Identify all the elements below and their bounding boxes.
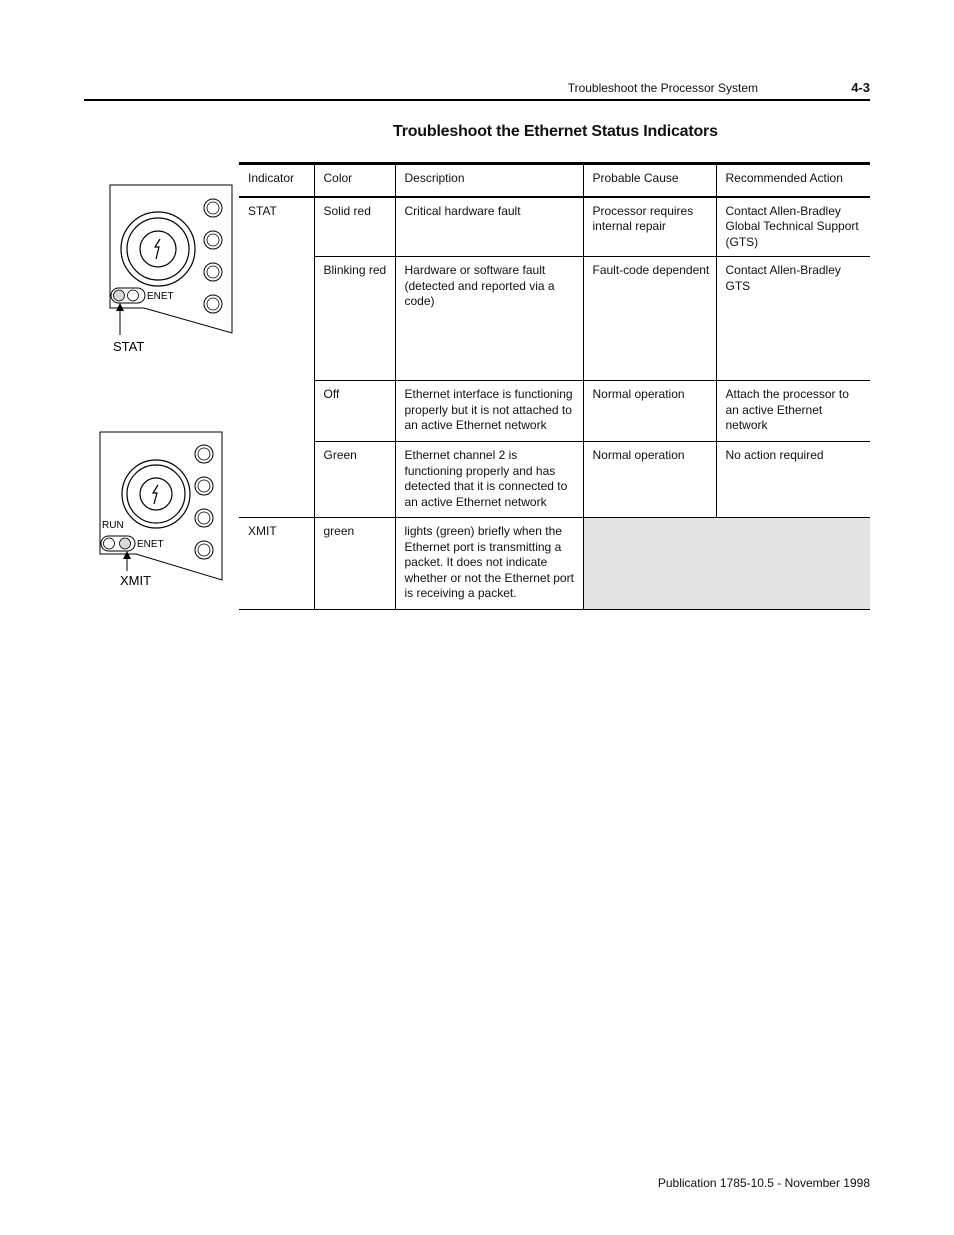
action-cell: No action required (716, 442, 870, 518)
table-row (239, 257, 870, 381)
color-cell: Solid red (314, 197, 395, 257)
color-cell: green (314, 518, 395, 610)
column-header-description: Description (395, 164, 583, 197)
table-row (239, 381, 870, 442)
header-rule (84, 99, 870, 101)
table-row (239, 442, 870, 518)
cause-cell: Fault-code dependent (583, 257, 716, 381)
table-header-row (239, 164, 870, 197)
stat-enet-label: ENET (147, 291, 174, 302)
column-header-recommended-action: Recommended Action (716, 164, 870, 197)
description-cell: Ethernet channel 2 is functioning properly and has detected that it is connected to an active Ethernet network (395, 442, 583, 518)
processor-front-panel-stat (100, 183, 240, 358)
color-cell: Green (314, 442, 395, 518)
xmit-led-icon (120, 538, 131, 549)
table-row (239, 518, 870, 610)
indicator-cell: XMIT (239, 518, 314, 610)
description-cell: lights (green) briefly when the Ethernet port is transmitting a packet. It does not indicate whether or not the Ethernet port is receiving a packet. (395, 518, 583, 610)
page-number: 4-3 (851, 80, 870, 95)
running-header: Troubleshoot the Processor System (567, 81, 758, 95)
shaded-empty-cell (583, 518, 870, 610)
column-header-probable-cause: Probable Cause (583, 164, 716, 197)
column-header-indicator: Indicator (239, 164, 314, 197)
description-cell: Ethernet interface is functioning properly but it is not attached to an active Ethernet network (395, 381, 583, 442)
cause-cell: Normal operation (583, 381, 716, 442)
xmit-enet-label: ENET (137, 539, 164, 550)
cause-cell: Processor requires internal repair (583, 197, 716, 257)
ethernet-status-table (239, 162, 870, 610)
xmit-run-label: RUN (102, 520, 124, 531)
stat-indicator-figure (100, 183, 240, 358)
cause-cell: Normal operation (583, 442, 716, 518)
description-cell: Hardware or software fault (detected and reported via a code) (395, 257, 583, 381)
column-header-color: Color (314, 164, 395, 197)
stat-callout-label: STAT (113, 339, 145, 354)
color-cell: Off (314, 381, 395, 442)
table-row (239, 197, 870, 257)
xmit-indicator-figure (96, 430, 226, 590)
description-cell: Critical hardware fault (395, 197, 583, 257)
indicator-cell: STAT (248, 203, 277, 218)
publication-footer: Publication 1785-10.5 - November 1998 (657, 1176, 870, 1190)
processor-front-panel-xmit (96, 430, 226, 590)
action-cell: Contact Allen-Bradley GTS (716, 257, 870, 381)
action-cell: Attach the processor to an active Ethernet network (716, 381, 870, 442)
xmit-callout-label: XMIT (120, 573, 152, 588)
stat-led-icon (114, 290, 125, 301)
color-cell: Blinking red (314, 257, 395, 381)
action-cell: Contact Allen-Bradley Global Technical Support (GTS) (716, 197, 870, 257)
section-title: Troubleshoot the Ethernet Status Indicators (393, 123, 718, 140)
